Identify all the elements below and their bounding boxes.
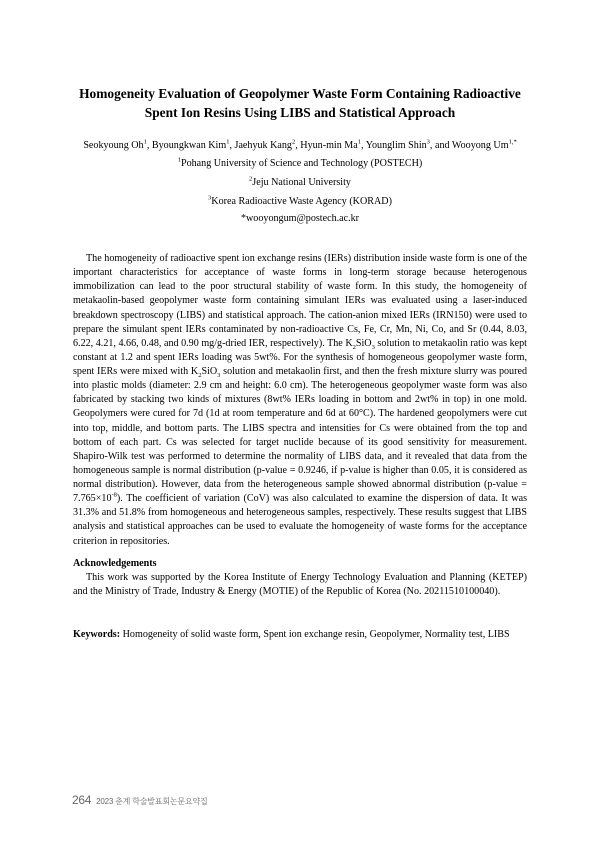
abstract-text: SiO bbox=[355, 337, 372, 349]
keywords-label: Keywords: bbox=[73, 629, 121, 640]
author-separator: , and bbox=[429, 140, 452, 151]
author-separator: , bbox=[361, 140, 366, 151]
author-name: Wooyong Um bbox=[451, 140, 509, 151]
author-affil-mark: 1,* bbox=[508, 138, 517, 146]
author-affil-mark: 1 bbox=[143, 138, 147, 146]
author-affil-mark: 1 bbox=[357, 138, 362, 146]
superscript: -8 bbox=[111, 491, 117, 499]
abstract-paragraph bbox=[73, 252, 527, 549]
author-name: Hyun-min Ma bbox=[300, 140, 358, 151]
abstract-text: SiO bbox=[201, 366, 218, 377]
page-number: 264 bbox=[72, 793, 92, 807]
keywords-section bbox=[73, 628, 527, 642]
corresponding-email: *wooyongum@postech.ac.kr bbox=[240, 213, 360, 224]
abstract-text: ). The coefficient of variation (CoV) was also calculated to examine the dispersion of data. It was 31.3% and 51.8% from homogeneous and heterogeneous samples, respectively. These results suggest that LIBS analysis and statistical approaches can be used to evaluate the homogeneity of waste forms for the acceptance criterion in repositories. bbox=[73, 493, 527, 547]
author-separator: , bbox=[295, 140, 301, 151]
subscript: 2 bbox=[198, 372, 202, 380]
author-name: Younglim Shin bbox=[365, 140, 427, 151]
subscript: 3 bbox=[371, 343, 375, 351]
title-line-2: Spent Ion Resins Using LIBS and Statistical Approach bbox=[144, 105, 456, 120]
affiliation-2 bbox=[40, 176, 560, 190]
page-footer bbox=[72, 791, 208, 809]
affiliation-1 bbox=[40, 157, 560, 171]
author-separator: , bbox=[229, 140, 235, 151]
abstract-text: solution and metakaolin first, and then the fresh mixture slurry was poured into plastic molds (diameter: 2.9 cm and height: 6.0 cm). The heterogeneous geopolymer waste form was also fabricated by stacking two kinds of mixtures (8wt% IERs loading in bottom and 2wt% in top) in one mold. Geopolymers were cured for 7d (1d at room temperature and 6d at 60°C). The hardened geopolymers were cut into top, middle, and bottom parts. The LIBS spectra and intensities for Cs were obtained from the top and bottom of each part. Cs was selected for target nuclide because of its good sensitivity for measurement. Shapiro-Wilk test was performed to determine the normality of LIBS data, and it revealed that data from the homogeneous sample is normal distribution (p-value = 0.9246, if p-value is higher than 0.05, it is considered as normal distribution). However, data from the heterogeneous sample showed abnormal distribution (p-value = 7.765×10 bbox=[73, 366, 527, 505]
author-name: Seokyoung Oh bbox=[83, 140, 144, 151]
abstract-text: solution to metakaolin ratio was kept constant at 1.2 and spent IERs loading was 5wt%. For the synthesis of homogeneous geopolymer waste form, spent IERs were mixed with K bbox=[73, 337, 527, 377]
author-affil-mark: 1 bbox=[226, 138, 230, 146]
acknowledgements-body: This work was supported by the Korea Institute of Energy Technology Evaluation and Planning (KETEP) and the Ministry of Trade, Industry & Energy (MOTIE) of the Republic of Korea (No. 20211510100040). bbox=[73, 572, 527, 598]
subscript: 3 bbox=[217, 372, 221, 380]
proceedings-name: 2023 춘계 학술발표회논문요약집 bbox=[96, 797, 208, 806]
affiliation-text: Pohang University of Science and Technology (POSTECH) bbox=[180, 158, 423, 169]
affiliation-text: Korea Radioactive Waste Agency (KORAD) bbox=[211, 196, 392, 207]
subscript: 2 bbox=[352, 343, 356, 351]
keywords-text: Homogeneity of solid waste form, Spent ion exchange resin, Geopolymer, Normality test, LIBS bbox=[120, 629, 510, 640]
paper-title bbox=[60, 84, 540, 122]
abstract-text: The homogeneity of radioactive spent ion exchange resins (IERs) distribution inside waste form is one of the important characteristics for acceptance of waste forms in long-term storage because heterogenous immobilization can lead to the poor structural stability of waste form. In this study, the homogeneity of metakaolin-based geopolymer waste form containing simulant IERs was evaluated using a laser-induced breakdown spectroscopy (LIBS) and statistical approach. The cation-anion mixed IERs (IRN150) were used to prepare the simulant spent IERs contaminated by non-radioactive Cs, Fe, Cr, Mn, Ni, Co, and Sr (0.44, 8.03, 6.22, 4.21, 4.66, 0.48, and 0.90 mg/g-dried IER, respectively). The K bbox=[73, 253, 527, 349]
affiliation-mark: 2 bbox=[249, 175, 253, 183]
title-line-1: Homogeneity Evaluation of Geopolymer Waste Form Containing Radioactive bbox=[79, 86, 521, 101]
author-affil-mark: 3 bbox=[426, 138, 430, 146]
affiliation-text: Jeju National University bbox=[252, 177, 351, 188]
author-name: Byoungkwan Kim bbox=[151, 140, 227, 151]
acknowledgements-heading: Acknowledgements bbox=[73, 558, 157, 569]
affiliation-3 bbox=[40, 195, 560, 209]
author-separator: , bbox=[146, 140, 152, 151]
author-affil-mark: 2 bbox=[291, 138, 296, 146]
affiliation-mark: 3 bbox=[208, 194, 212, 202]
author-list bbox=[40, 139, 560, 153]
author-name: Jaehyuk Kang bbox=[234, 140, 292, 151]
affiliation-mark: 1 bbox=[177, 156, 181, 164]
